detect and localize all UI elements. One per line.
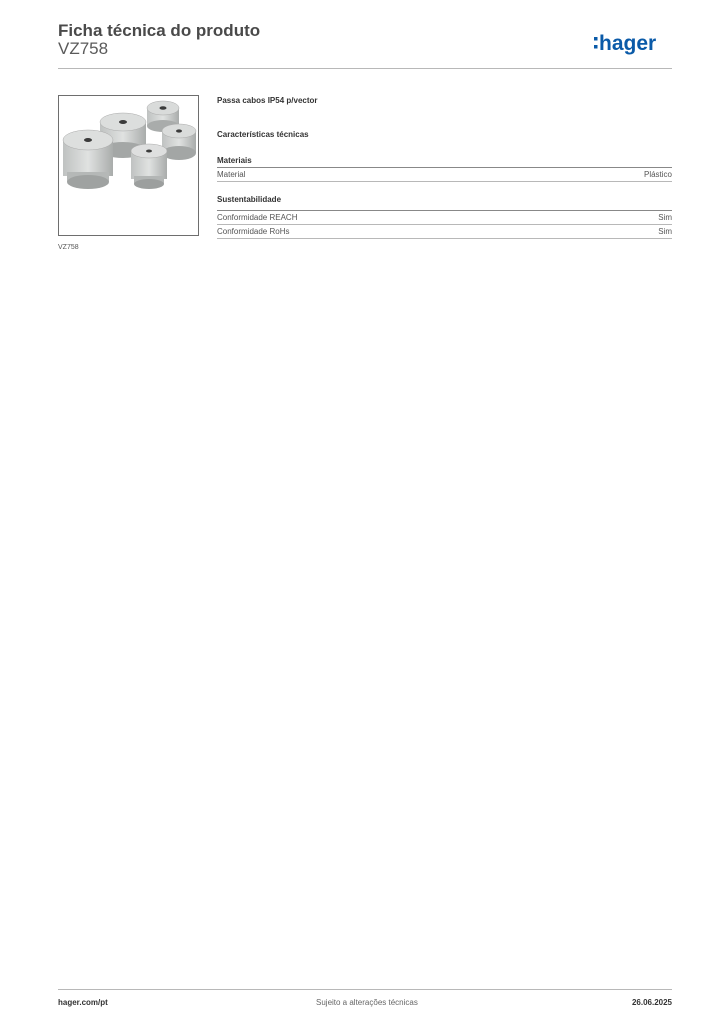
spec-value: Sim: [658, 227, 672, 236]
footer-website[interactable]: hager.com/pt: [58, 998, 108, 1007]
spec-row: [217, 169, 672, 182]
header-divider: [58, 68, 672, 69]
image-caption: VZ758: [58, 244, 79, 251]
group-title-materiais: Materiais: [217, 156, 252, 165]
product-image: [58, 95, 199, 236]
footer-divider: [58, 989, 672, 990]
footer-date: 26.06.2025: [631, 998, 672, 1007]
page-title: Ficha técnica do produto: [58, 21, 261, 40]
spec-value: Plástico: [643, 170, 672, 179]
group-divider: [217, 210, 672, 211]
spec-row: [217, 226, 672, 239]
product-code: VZ758: [58, 39, 109, 58]
svg-text:hager: hager: [599, 32, 657, 55]
section-heading: Características técnicas: [217, 130, 309, 139]
group-title-sustentabilidade: Sustentabilidade: [217, 195, 282, 204]
footer-notice: Sujeito a alterações técnicas: [316, 998, 418, 1007]
hager-logo: [594, 28, 674, 58]
spec-row: [217, 212, 672, 225]
spec-label: Material: [217, 170, 246, 179]
product-name: Passa cabos IP54 p/vector: [217, 96, 318, 105]
group-divider: [217, 167, 672, 168]
spec-value: Sim: [658, 213, 672, 222]
spec-label: Conformidade RoHs: [217, 227, 290, 236]
spec-label: Conformidade REACH: [217, 213, 298, 222]
